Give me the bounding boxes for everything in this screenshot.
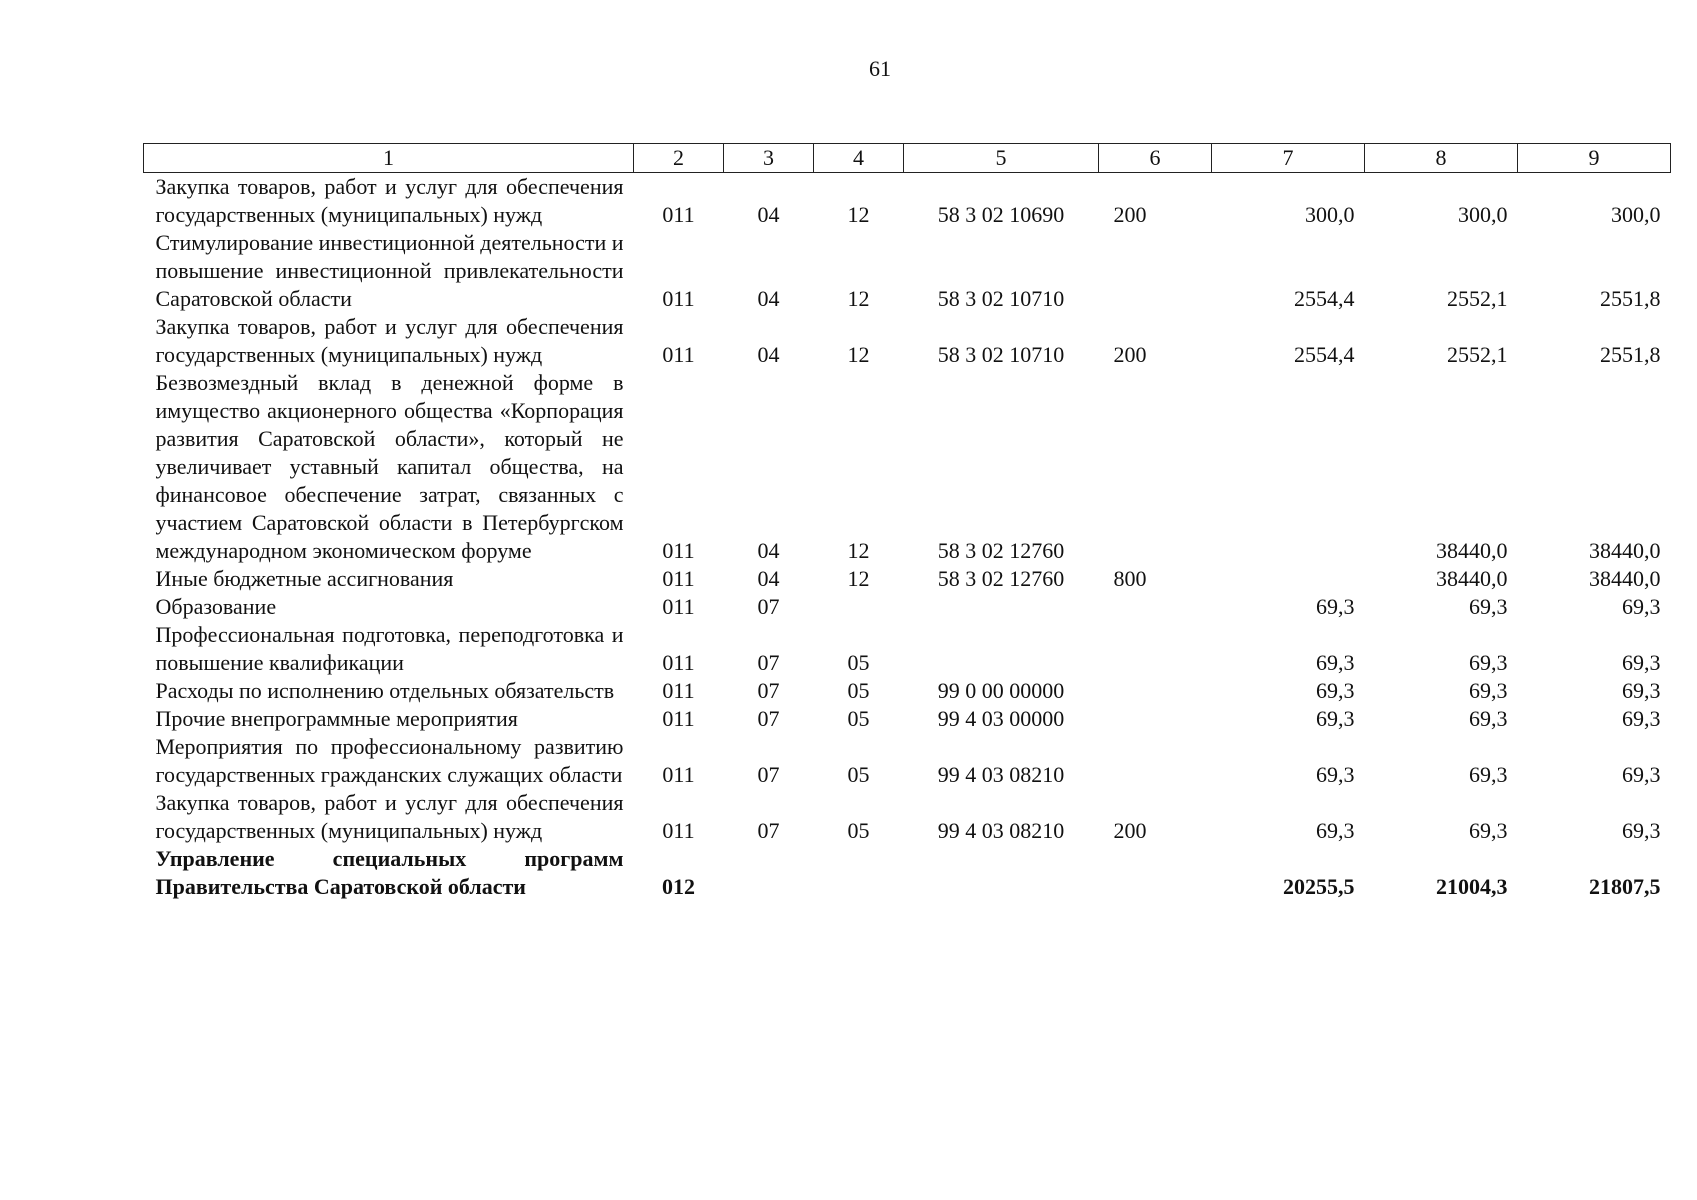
row-name: Расходы по исполнению отдельных обязательств: [155, 678, 615, 703]
header-cell: 7: [1212, 144, 1365, 173]
header-cell: 3: [724, 144, 814, 173]
cell-col-2: 011: [662, 342, 695, 367]
cell-col-5: 99 4 03 08210: [937, 818, 1065, 843]
cell-col-8: 69,3: [1469, 594, 1508, 619]
header-cell: 8: [1365, 144, 1518, 173]
cell-col-7: 2554,4: [1294, 342, 1355, 367]
cell-col-4: 12: [847, 538, 870, 563]
cell-col-6: [1099, 369, 1212, 565]
table-row: [144, 313, 1671, 369]
row-name: Образование: [155, 594, 277, 619]
cell-col-8: 2552,1: [1447, 286, 1508, 311]
page-number: 61: [869, 56, 891, 81]
cell-col-7: [1212, 369, 1365, 565]
cell-col-3: 04: [757, 342, 780, 367]
cell-col-9: 69,3: [1622, 678, 1661, 703]
cell-col-3: 07: [757, 678, 780, 703]
cell-col-8: 38440,0: [1436, 566, 1508, 591]
cell-col-4: 05: [847, 706, 870, 731]
cell-col-5: 58 3 02 10710: [937, 286, 1065, 311]
cell-col-4: 05: [847, 818, 870, 843]
cell-col-7: 69,3: [1316, 706, 1355, 731]
cell-col-5: 58 3 02 12760: [937, 566, 1065, 591]
cell-col-5: [904, 621, 1099, 677]
cell-col-2: 011: [662, 594, 695, 619]
row-name: Управление специальных программ Правительства Саратовской области: [155, 846, 624, 899]
cell-col-9: 69,3: [1622, 818, 1661, 843]
cell-col-8: 300,0: [1458, 202, 1508, 227]
cell-col-2: 011: [662, 818, 695, 843]
cell-col-9: 38440,0: [1589, 538, 1661, 563]
cell-col-5: 58 3 02 10690: [937, 202, 1065, 227]
table-row: [144, 229, 1671, 313]
budget-table: [143, 143, 1671, 901]
cell-col-9: 69,3: [1622, 594, 1661, 619]
cell-col-7: 69,3: [1316, 650, 1355, 675]
cell-col-6: 200: [1113, 818, 1147, 843]
cell-col-4: [814, 845, 904, 901]
cell-col-6: 200: [1113, 342, 1147, 367]
row-name: Закупка товаров, работ и услуг для обеспечения государственных (муниципальных) нужд: [155, 790, 624, 843]
cell-col-2: 011: [662, 202, 695, 227]
cell-col-3: [724, 845, 814, 901]
cell-col-8: 69,3: [1469, 818, 1508, 843]
cell-col-5: 99 0 00 00000: [937, 678, 1065, 703]
cell-col-9: 69,3: [1622, 706, 1661, 731]
header-cell: 5: [904, 144, 1099, 173]
cell-col-2: 011: [662, 538, 695, 563]
row-name: Стимулирование инвестиционной деятельности и повышение инвестиционной привлекательности Саратовской области: [155, 230, 624, 311]
cell-col-7: 300,0: [1305, 202, 1355, 227]
table-header: [144, 144, 1671, 173]
row-name: Иные бюджетные ассигнования: [155, 566, 454, 591]
cell-col-4: 12: [847, 202, 870, 227]
cell-col-5: 99 4 03 00000: [937, 706, 1065, 731]
cell-col-2: 011: [662, 566, 695, 591]
cell-col-5: [904, 845, 1099, 901]
cell-col-8: 69,3: [1469, 650, 1508, 675]
cell-col-2: 011: [662, 650, 695, 675]
cell-col-9: 69,3: [1622, 762, 1661, 787]
cell-col-9: 38440,0: [1589, 566, 1661, 591]
cell-col-6: 800: [1113, 566, 1147, 591]
cell-col-3: 07: [757, 706, 780, 731]
cell-col-6: [1099, 621, 1212, 677]
header-cell: 4: [814, 144, 904, 173]
cell-col-6: [1099, 733, 1212, 789]
row-name: Закупка товаров, работ и услуг для обеспечения государственных (муниципальных) нужд: [155, 314, 624, 367]
cell-col-3: 04: [757, 202, 780, 227]
cell-col-4: 12: [847, 342, 870, 367]
cell-col-6: [1099, 845, 1212, 901]
cell-col-4: 05: [847, 650, 870, 675]
cell-col-8: 38440,0: [1436, 538, 1508, 563]
cell-col-8: 21004,3: [1436, 874, 1508, 899]
cell-col-6: [1099, 593, 1212, 621]
cell-col-3: 04: [757, 566, 780, 591]
cell-col-4: 05: [847, 762, 870, 787]
header-cell: 9: [1518, 144, 1671, 173]
cell-col-7: [1212, 565, 1365, 593]
table-row: [144, 173, 1671, 230]
cell-col-2: 011: [662, 706, 695, 731]
table-body: [144, 173, 1671, 902]
row-name: Мероприятия по профессиональному развитию государственных гражданских служащих области: [155, 734, 624, 787]
table-row: [144, 677, 1671, 705]
table-row: [144, 593, 1671, 621]
cell-col-8: 69,3: [1469, 678, 1508, 703]
table-row: [144, 621, 1671, 677]
cell-col-5: [904, 593, 1099, 621]
cell-col-4: 05: [847, 678, 870, 703]
cell-col-8: 69,3: [1469, 762, 1508, 787]
cell-col-2: 012: [662, 874, 695, 899]
table-row: [144, 789, 1671, 845]
cell-col-3: 07: [757, 594, 780, 619]
cell-col-2: 011: [662, 286, 695, 311]
cell-col-9: 21807,5: [1589, 874, 1661, 899]
cell-col-6: [1099, 705, 1212, 733]
cell-col-2: 011: [662, 762, 695, 787]
cell-col-9: 2551,8: [1600, 286, 1661, 311]
cell-col-3: 07: [757, 650, 780, 675]
cell-col-3: 04: [757, 538, 780, 563]
cell-col-8: 69,3: [1469, 706, 1508, 731]
cell-col-5: 58 3 02 12760: [937, 538, 1065, 563]
cell-col-2: 011: [662, 678, 695, 703]
cell-col-6: [1099, 677, 1212, 705]
cell-col-4: 12: [847, 566, 870, 591]
row-name: Прочие внепрограммные мероприятия: [155, 706, 518, 731]
table-row: [144, 565, 1671, 593]
cell-col-7: 2554,4: [1294, 286, 1355, 311]
cell-col-4: 12: [847, 286, 870, 311]
cell-col-4: [814, 593, 904, 621]
cell-col-7: 69,3: [1316, 762, 1355, 787]
header-cell: 2: [634, 144, 724, 173]
cell-col-7: 20255,5: [1283, 874, 1355, 899]
table-row: [144, 845, 1671, 901]
cell-col-3: 07: [757, 762, 780, 787]
header-cell: 6: [1099, 144, 1212, 173]
cell-col-5: 58 3 02 10710: [937, 342, 1065, 367]
header-cell: 1: [144, 144, 634, 173]
cell-col-9: 300,0: [1611, 202, 1661, 227]
cell-col-7: 69,3: [1316, 818, 1355, 843]
cell-col-9: 69,3: [1622, 650, 1661, 675]
table-row: [144, 705, 1671, 733]
cell-col-3: 07: [757, 818, 780, 843]
cell-col-7: 69,3: [1316, 678, 1355, 703]
cell-col-3: 04: [757, 286, 780, 311]
cell-col-6: [1099, 229, 1212, 313]
cell-col-5: 99 4 03 08210: [937, 762, 1065, 787]
cell-col-6: 200: [1113, 202, 1147, 227]
cell-col-9: 2551,8: [1600, 342, 1661, 367]
row-name: Профессиональная подготовка, переподготовка и повышение квалификации: [155, 622, 624, 675]
cell-col-7: 69,3: [1316, 594, 1355, 619]
row-name: Закупка товаров, работ и услуг для обеспечения государственных (муниципальных) нужд: [155, 174, 624, 227]
row-name: Безвозмездный вклад в денежной форме в имущество акционерного общества «Корпорация развития Саратовской области», который не увеличивает уставный капитал общества, на финансовое обеспечение затрат, связанных с участием Саратовской области в Петербургском международном экономическом форуме: [155, 370, 624, 563]
cell-col-8: 2552,1: [1447, 342, 1508, 367]
table-row: [144, 733, 1671, 789]
table-row: [144, 369, 1671, 565]
